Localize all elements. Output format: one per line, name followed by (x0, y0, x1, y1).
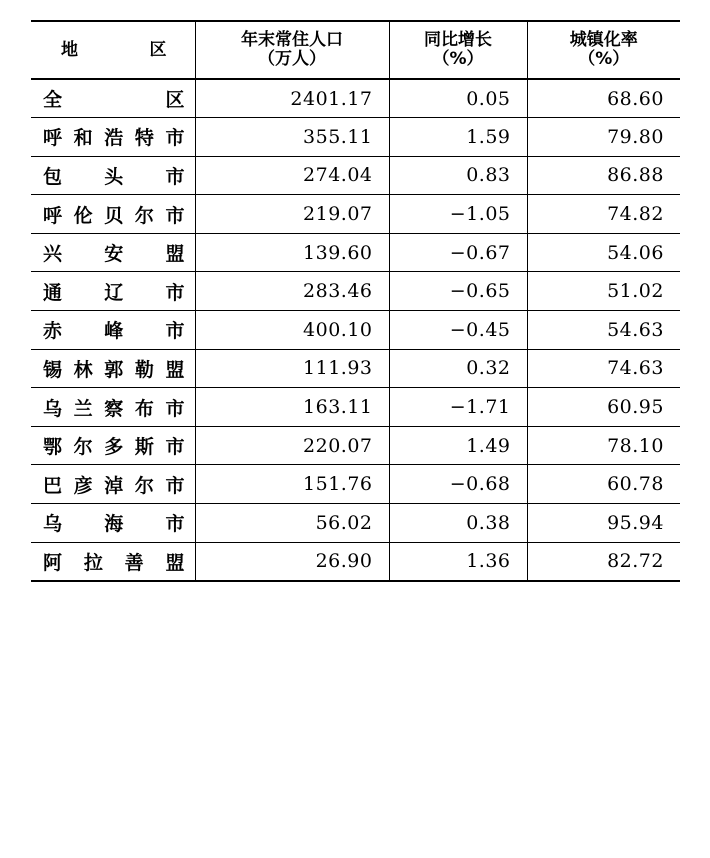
growth-cell: 1.59 (389, 118, 527, 157)
urbanization-cell: 95.94 (527, 504, 680, 543)
header-growth-line-2: （%） (432, 49, 484, 69)
table-row (31, 504, 680, 543)
growth-cell: 0.38 (389, 504, 527, 543)
urbanization-cell: 54.63 (527, 311, 680, 350)
header-population (195, 21, 389, 79)
table-row (31, 388, 680, 427)
region-name: 阿 拉 善 盟 (43, 551, 185, 574)
population-cell: 219.07 (195, 195, 389, 234)
population-cell: 274.04 (195, 156, 389, 195)
region-name: 呼 伦 贝 尔 市 (43, 204, 185, 227)
growth-cell: 1.36 (389, 542, 527, 581)
region-cell (31, 465, 195, 504)
region-name: 赤 峰 市 (43, 320, 185, 343)
region-cell (31, 388, 195, 427)
table-row (31, 426, 680, 465)
urbanization-cell: 60.78 (527, 465, 680, 504)
header-region (31, 21, 195, 79)
population-cell: 26.90 (195, 542, 389, 581)
table-row (31, 349, 680, 388)
urbanization-cell: 68.60 (527, 79, 680, 118)
growth-cell: −0.67 (389, 233, 527, 272)
table-row (31, 195, 680, 234)
population-cell: 111.93 (195, 349, 389, 388)
population-cell: 355.11 (195, 118, 389, 157)
population-cell: 139.60 (195, 233, 389, 272)
region-cell (31, 156, 195, 195)
population-cell: 56.02 (195, 504, 389, 543)
urbanization-cell: 79.80 (527, 118, 680, 157)
region-cell (31, 233, 195, 272)
table-row (31, 156, 680, 195)
urbanization-cell: 60.95 (527, 388, 680, 427)
growth-cell: −1.71 (389, 388, 527, 427)
region-name: 呼 和 浩 特 市 (43, 127, 185, 150)
urbanization-cell: 82.72 (527, 542, 680, 581)
urbanization-cell: 54.06 (527, 233, 680, 272)
growth-cell: 0.32 (389, 349, 527, 388)
header-urbanization (527, 21, 680, 79)
population-statistics-table (31, 20, 680, 582)
header-region-label: 地 区 (61, 39, 167, 60)
region-name: 鄂 尔 多 斯 市 (43, 436, 185, 459)
table-row (31, 272, 680, 311)
header-urbanization-line-1: 城镇化率 (569, 30, 638, 50)
region-name: 全 区 (43, 89, 185, 112)
region-cell (31, 272, 195, 311)
growth-cell: −0.65 (389, 272, 527, 311)
header-growth (389, 21, 527, 79)
table-header-row (31, 21, 680, 79)
population-cell: 151.76 (195, 465, 389, 504)
region-name: 兴 安 盟 (43, 243, 185, 266)
region-cell (31, 426, 195, 465)
table-row (31, 79, 680, 118)
header-growth-line-1: 同比增长 (424, 30, 492, 50)
region-cell (31, 542, 195, 581)
urbanization-cell: 86.88 (527, 156, 680, 195)
growth-cell: −0.45 (389, 311, 527, 350)
table-row (31, 311, 680, 350)
region-name: 锡 林 郭 勒 盟 (43, 358, 185, 381)
table-row (31, 465, 680, 504)
table-row (31, 542, 680, 581)
urbanization-cell: 51.02 (527, 272, 680, 311)
growth-cell: 0.05 (389, 79, 527, 118)
region-cell (31, 504, 195, 543)
region-cell (31, 118, 195, 157)
population-cell: 220.07 (195, 426, 389, 465)
growth-cell: −1.05 (389, 195, 527, 234)
table-body (31, 79, 680, 581)
urbanization-cell: 78.10 (527, 426, 680, 465)
region-name: 乌 海 市 (43, 513, 185, 536)
growth-cell: 0.83 (389, 156, 527, 195)
region-name: 通 辽 市 (43, 281, 185, 304)
population-cell: 163.11 (195, 388, 389, 427)
header-population-line-1: 年末常住人口 (241, 30, 343, 50)
population-cell: 283.46 (195, 272, 389, 311)
population-cell: 400.10 (195, 311, 389, 350)
urbanization-cell: 74.63 (527, 349, 680, 388)
region-cell (31, 195, 195, 234)
urbanization-cell: 74.82 (527, 195, 680, 234)
region-cell (31, 311, 195, 350)
table-row (31, 233, 680, 272)
header-urbanization-line-2: （%） (578, 49, 630, 69)
region-cell (31, 79, 195, 118)
region-name: 巴 彦 淖 尔 市 (43, 474, 185, 497)
table-row (31, 118, 680, 157)
population-cell: 2401.17 (195, 79, 389, 118)
growth-cell: 1.49 (389, 426, 527, 465)
region-cell (31, 349, 195, 388)
header-population-line-2: （万人） (258, 49, 326, 69)
region-name: 乌 兰 察 布 市 (43, 397, 185, 420)
growth-cell: −0.68 (389, 465, 527, 504)
region-name: 包 头 市 (43, 165, 185, 188)
